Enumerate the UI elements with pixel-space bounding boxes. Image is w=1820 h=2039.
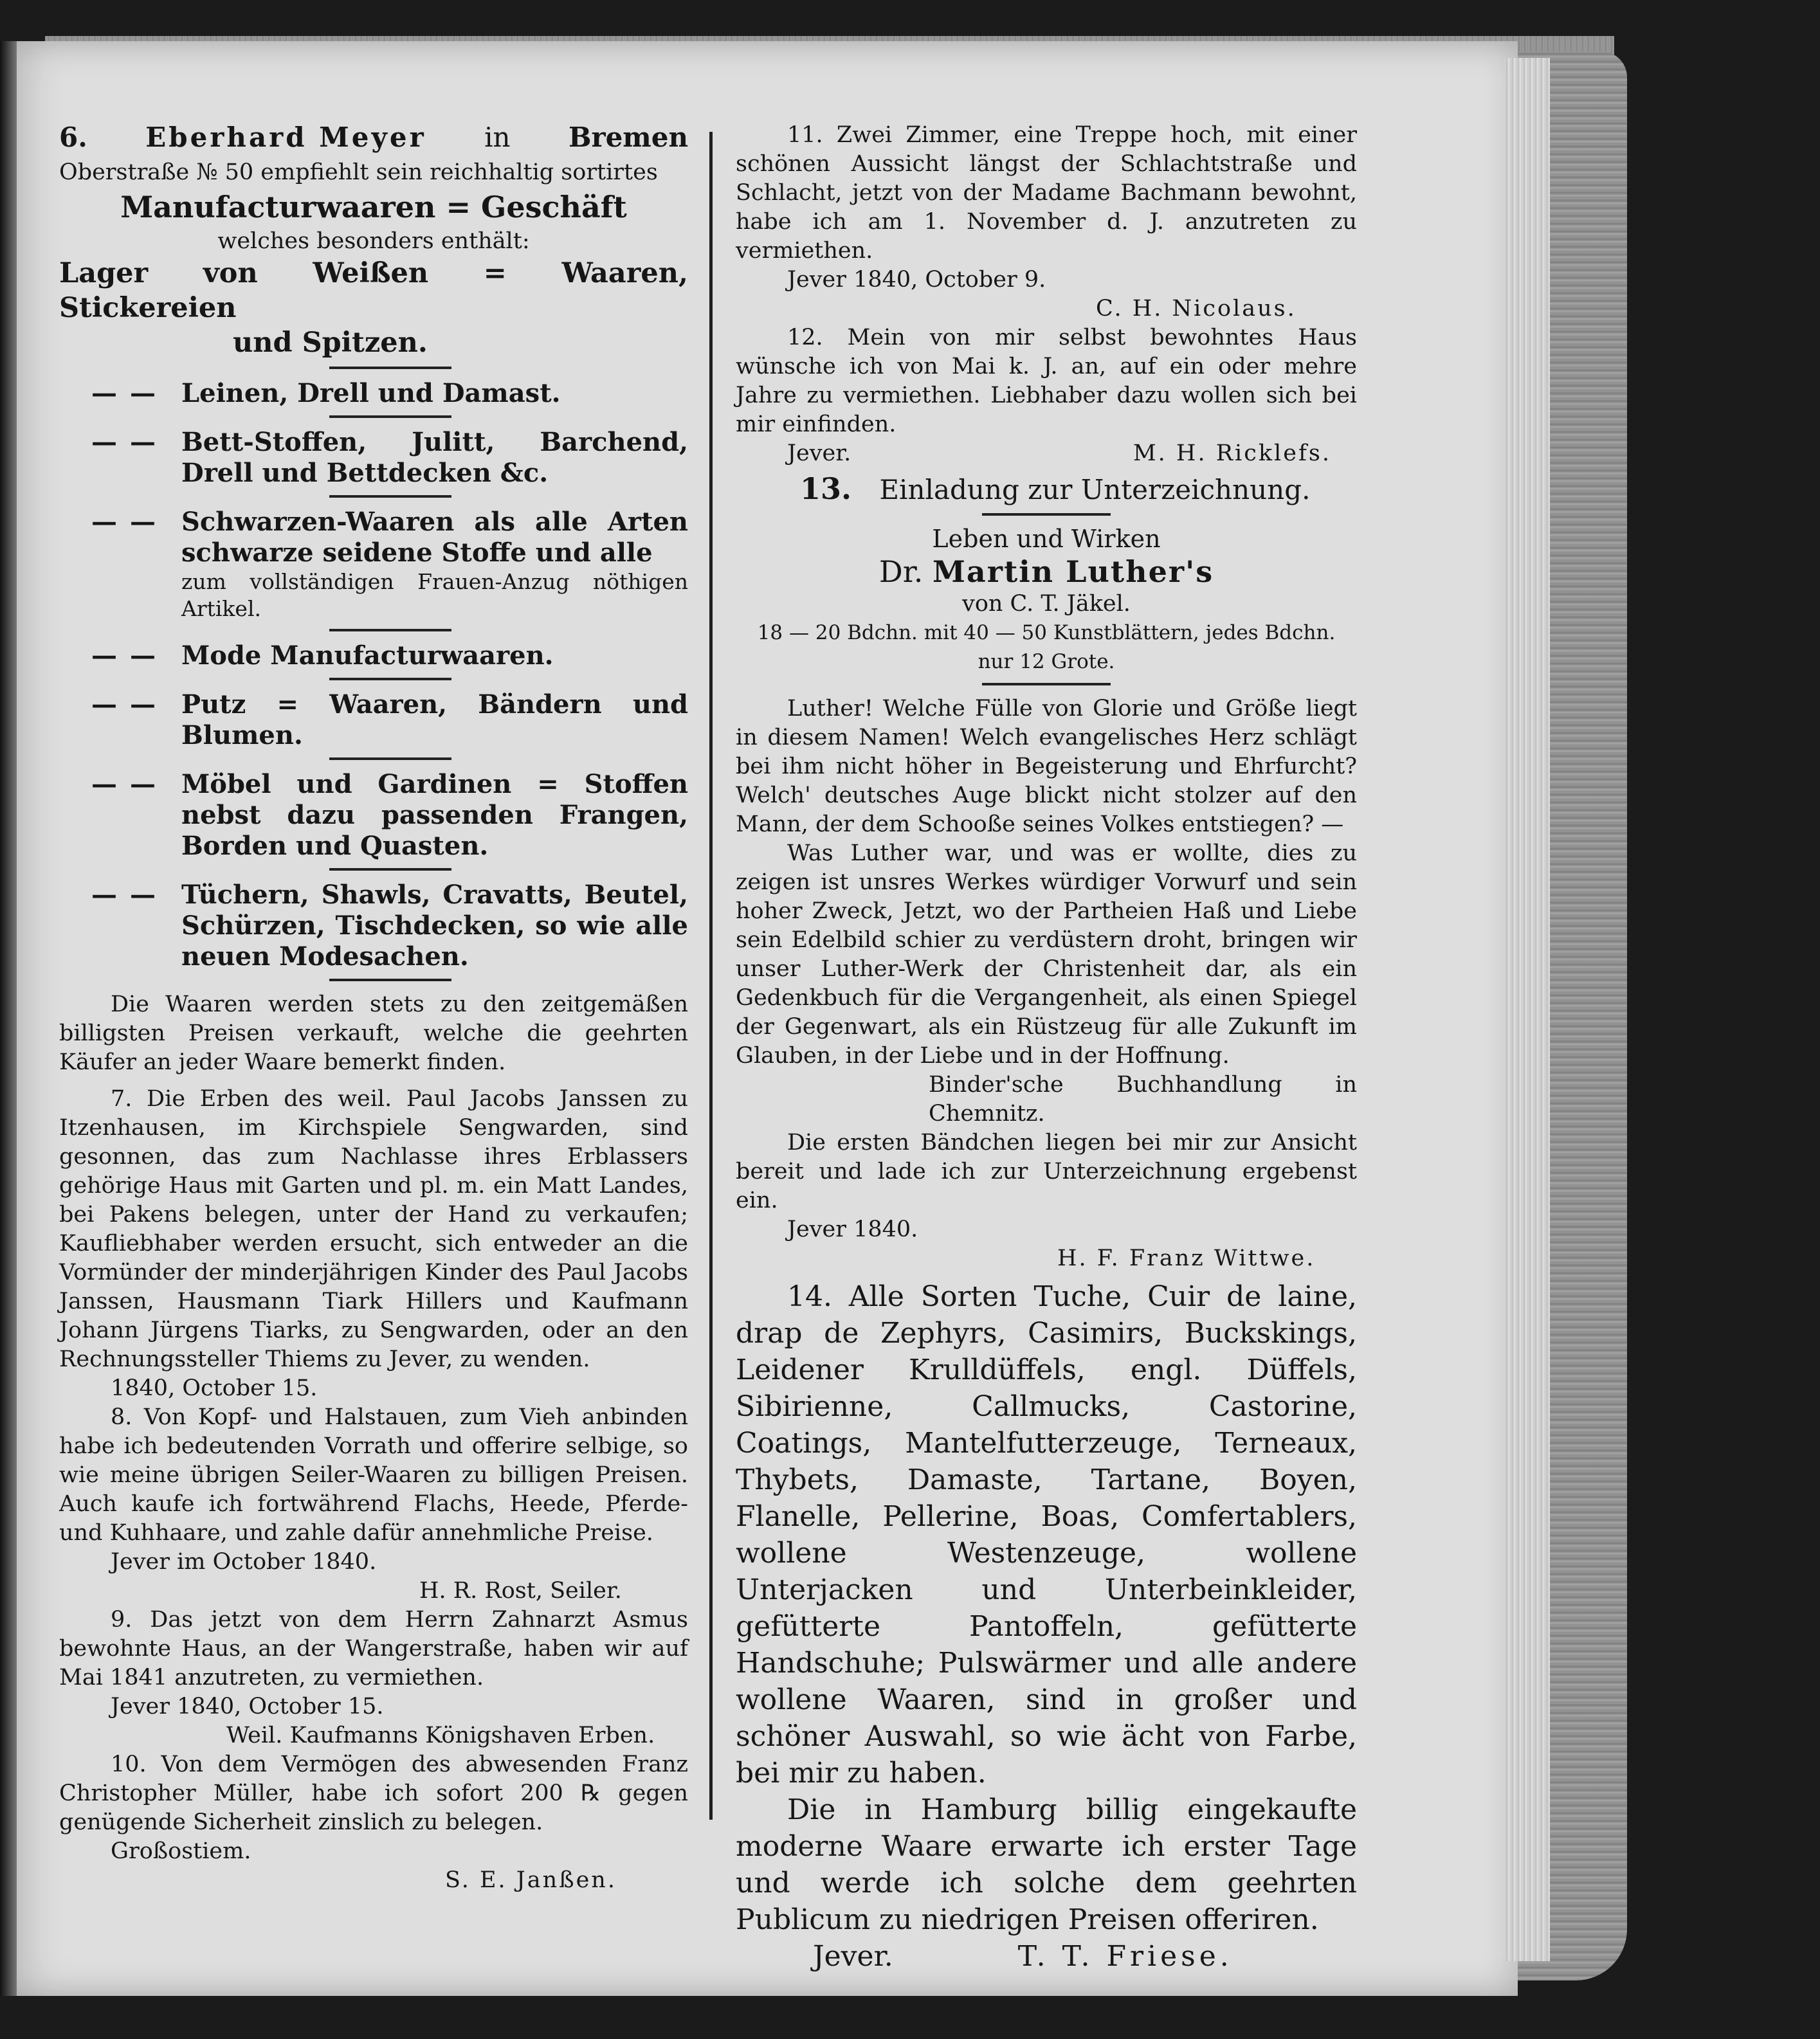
ad6-item-text: Leinen, Drell und Damast. <box>181 378 561 408</box>
ad8-date: Jever im October 1840. <box>111 1549 377 1575</box>
dash: — <box>130 880 156 910</box>
ad13-header <box>736 472 1357 507</box>
ad6-city: Bremen <box>568 122 688 153</box>
ad13-publisher: Binder'sche Buchhandlung in Chemnitz. <box>929 1072 1357 1127</box>
dash: — <box>130 769 156 799</box>
ad6-closing: Die Waaren werden stets zu den zeitgemäßen billigsten Preisen verkauft, welche die geehrten Käufer an jeder Waare bemerkt finden. <box>59 992 688 1075</box>
rule <box>329 979 451 981</box>
dash: — <box>91 769 117 799</box>
left-column <box>59 121 688 1895</box>
ad6-item <box>59 507 688 622</box>
ad8-text: 8. Von Kopf- und Halstauen, zum Vieh anbinden habe ich bedeutenden Vorrath und offerire selbige, so wie meine übrigen Seiler-Waaren zu billigen Preisen. Auch kaufe ich fortwährend Flachs, Heede, Pferde- und Kuhhaare, und zahle dafür annehmliche Preise. <box>59 1404 688 1546</box>
ad6-header <box>59 121 688 154</box>
dash: — <box>130 427 156 457</box>
ad6-item <box>59 689 688 751</box>
ad13-paragraph1: Luther! Welche Fülle von Glorie und Größe liegt in diesem Namen! Welch evangelisches Herz schlägt bei ihm nicht höher in Begeisterung und Ehrfurcht? Welch' deutsches Auge blickt nicht stolzer auf den Mann, der dem Schooße seines Volkes entstiegen? — <box>736 696 1357 837</box>
ad9-signature: Weil. Kaufmanns Königshaven Erben. <box>226 1723 655 1748</box>
ad6-item-text: Mode Manufacturwaaren. <box>181 640 554 671</box>
ad6-name: Eberhard Meyer <box>145 122 426 153</box>
ad6-item <box>59 880 688 972</box>
ad12-signature: M. H. Ricklefs. <box>1133 440 1331 466</box>
ad6-in: in <box>484 122 511 153</box>
ad14-footer <box>736 1938 1357 1975</box>
dash: — <box>91 880 117 910</box>
ad6-item <box>59 769 688 862</box>
ad13-number: 13. <box>800 471 852 506</box>
ad14-text: 14. Alle Sorten Tuche, Cuir de laine, drap de Zephyrs, Casimirs, Buckskings, Leidener Krulldüffels, engl. Düffels, Sibirienne, Callmucks, Castorine, Coatings, Mantelfutterzeuge, Terneaux, Thybets, Damaste, Tartane, Boyen, Flanelle, Pellerine, Boas, Comfertablers, wollene Westenzeuge, wollene Unterjacken und Unterbeinkleider, gefütterte Pantoffeln, gefütterte Handschuhe; Pulswärmer und alle andere wollene Waaren, sind in großer und schöner Auswahl, so wie ächt von Farbe, bei mir zu haben. <box>736 1280 1357 1790</box>
ad14-signature: T. T. Friese. <box>1017 1940 1233 1973</box>
dash: — <box>130 640 156 671</box>
ad6-lager: Lager von Weißen = Waaren, Stickereien <box>59 257 688 324</box>
ad10-text: 10. Von dem Vermögen des abwesenden Franz Christopher Müller, habe ich sofort 200 ℞ gegen genügende Sicherheit zinslich zu belegen. <box>59 1752 688 1835</box>
ad13-date: Jever 1840. <box>787 1217 918 1242</box>
ad10-place: Großostiem. <box>111 1838 251 1864</box>
ad10-signature: S. E. Janßen. <box>445 1867 617 1893</box>
ad6-item <box>59 427 688 489</box>
ad12-place: Jever. <box>787 440 851 466</box>
dash: — <box>91 640 117 671</box>
ad6-intro: welches besonders enthält: <box>217 228 530 254</box>
rule <box>329 495 451 498</box>
ad11-date: Jever 1840, October 9. <box>787 267 1046 293</box>
binding-gutter <box>0 41 17 1996</box>
ad6-item <box>59 378 688 409</box>
ad13-book-line1: Leben und Wirken <box>932 525 1161 553</box>
dash: — <box>91 378 117 408</box>
rule <box>329 868 451 871</box>
ad6-item-text: Möbel und Gardinen = Stoffen nebst dazu passenden Frangen, Borden und Quasten. <box>181 769 688 861</box>
rule <box>329 415 451 418</box>
dash: — <box>130 507 156 537</box>
page-stack <box>1505 58 1550 1961</box>
rule <box>329 757 451 760</box>
ad7-text: 7. Die Erben des weil. Paul Jacobs Janssen zu Itzenhausen, im Kirchspiele Sengwarden, sind gesonnen, das zum Nachlasse ihres Erblassers gehörige Haus mit Garten und pl. m. ein Matt Landes, bei Pakens belegen, unter der Hand zu verkaufen; Kaufliebhaber werden ersucht, sich entweder an die Vormünder der minderjährigen Kinder des Paul Jacobs Janssen, Hausmann Tiark Hillers und Kaufmann Johann Jürgens Tiarks, zu Sengwarden, oder an den Rechnungssteller Thiems zu Jever, zu wenden. <box>59 1086 688 1372</box>
ad13-paragraph2: Was Luther war, und was er wollte, dies zu zeigen ist unsres Werkes würdiger Vorwurf und sein hoher Zweck, Jetzt, wo der Partheien Haß und Liebe sein Edelbild schier zu verdüstern droht, bringen wir unser Luther-Werk der Christenheit dar, als ein Gedenkbuch für die Vergangenheit, als einen Spiegel der Gegenwart, als ein Rüstzeug für alle Zukunft im Glauben, in der Liebe und in der Hoffnung. <box>736 840 1357 1069</box>
ad13-book-line3: von C. T. Jäkel. <box>962 591 1131 617</box>
ad6-item-text: Putz = Waaren, Bändern und Blumen. <box>181 689 688 750</box>
ad13-terms2: nur 12 Grote. <box>978 650 1115 673</box>
ad13-signature: H. F. Franz Wittwe. <box>1057 1246 1316 1271</box>
ad6-item-text: Tüchern, Shawls, Cravatts, Beutel, Schürzen, Tischdecken, so wie alle neuen Modesachen. <box>181 880 688 972</box>
ad6-shop-title: Manufacturwaaren = Geschäft <box>120 190 627 224</box>
dash: — <box>91 689 117 720</box>
rule <box>982 513 1111 516</box>
ad11-text: 11. Zwei Zimmer, eine Treppe hoch, mit einer schönen Aussicht längst der Schlachtstraße und Schlacht, jetzt von der Madame Bachmann bewohnt, habe ich am 1. November d. J. anzutreten zu vermiethen. <box>736 122 1357 264</box>
ad13-title: Einladung zur Unterzeichnung. <box>879 474 1311 505</box>
ad13-dr: Dr. <box>878 554 924 589</box>
ad9-text: 9. Das jetzt von dem Herrn Zahnarzt Asmus bewohnte Haus, an der Wangerstraße, haben wir auf Mai 1841 anzutreten, zu vermiethen. <box>59 1607 688 1690</box>
ad13-paragraph3: Die ersten Bändchen liegen bei mir zur Ansicht bereit und lade ich zur Unterzeichnung ergebenst ein. <box>736 1130 1357 1213</box>
ad9-date: Jever 1840, October 15. <box>111 1694 384 1719</box>
ad8-signature: H. R. Rost, Seiler. <box>419 1578 622 1604</box>
rule <box>329 367 451 369</box>
ad14-paragraph2: Die in Hamburg billig eingekaufte moderne Waare erwarte ich erster Tage und werde ich solche dem geehrten Publicum zu niedrigen Preisen offeriren. <box>736 1793 1357 1936</box>
ad6-item-text: Schwarzen-Waaren als alle Arten schwarze seidene Stoffe und alle <box>181 507 688 568</box>
right-column <box>736 121 1357 1975</box>
column-divider <box>709 132 713 1820</box>
ad13-terms1: 18 — 20 Bdchn. mit 40 — 50 Kunstblättern, jedes Bdchn. <box>757 621 1336 644</box>
ad6-lager2: und Spitzen. <box>233 327 428 359</box>
rule <box>982 683 1111 685</box>
rule <box>329 629 451 631</box>
ad6-address: Oberstraße № 50 empfiehlt sein reichhaltig sortirtes <box>59 159 658 185</box>
ad6-item <box>59 640 688 671</box>
dash: — <box>130 689 156 720</box>
ad13-book-line2 <box>736 554 1357 590</box>
ad7-date: 1840, October 15. <box>111 1375 318 1401</box>
dash: — <box>91 507 117 537</box>
ad13-author: Martin Luther's <box>932 554 1214 589</box>
ad6-item-small: zum vollständigen Frauen-Anzug nöthigen Artikel. <box>181 569 688 621</box>
ad6-number: 6. <box>59 122 87 153</box>
dash: — <box>91 427 117 457</box>
rule <box>329 678 451 680</box>
ad11-signature: C. H. Nicolaus. <box>1096 296 1297 322</box>
ad12-footer <box>736 439 1357 468</box>
dash: — <box>130 378 156 408</box>
ad14-place: Jever. <box>813 1940 893 1973</box>
ad6-item-text: Bett-Stoffen, Julitt, Barchend, Drell und Bettdecken &c. <box>181 427 688 488</box>
ad12-text: 12. Mein von mir selbst bewohntes Haus wünsche ich von Mai k. J. an, auf ein oder mehre Jahre zu vermiethen. Liebhaber dazu wollen sich bei mir einfinden. <box>736 325 1357 437</box>
